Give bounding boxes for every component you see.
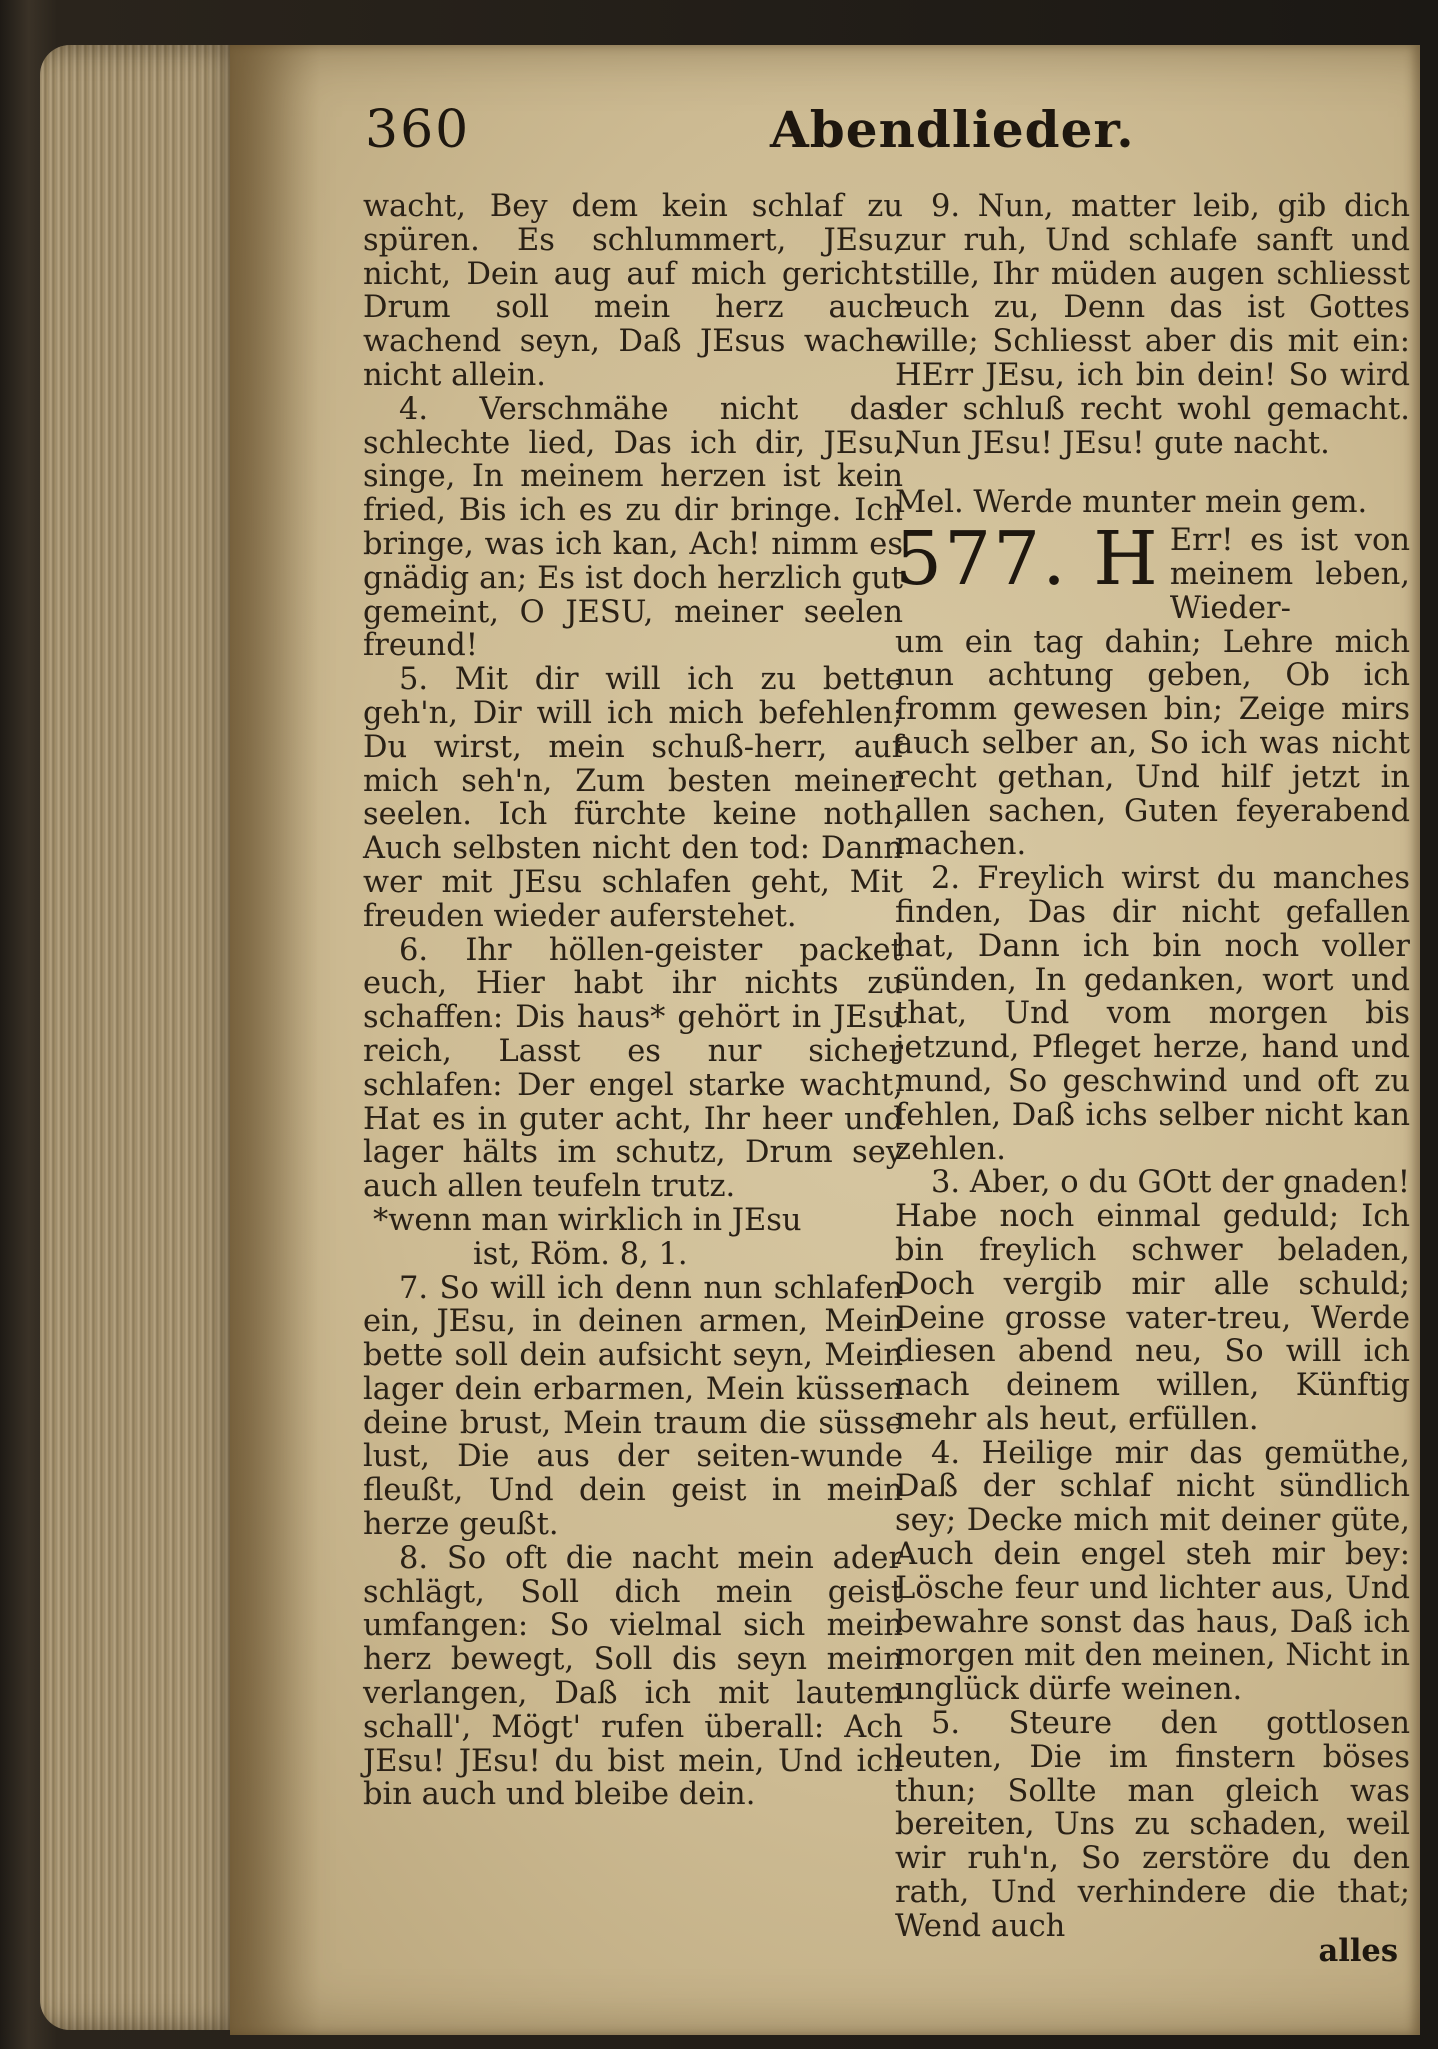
footnote-line-2: ist, Röm. 8, 1. — [473, 1236, 688, 1272]
verse-8: 8. So oft die nacht mein ader schlägt, Soll dich mein geist umfangen: So vielmal sich mein herz bewegt, Soll dis seyn mein verlangen, Daß ich mit lautem schall', Mögt' rufen überall: Ach JEsu! JEsu! du bist mein, Und ich bin auch und bleibe dein. — [363, 1540, 903, 1813]
running-head: Abendlieder. — [770, 100, 1135, 159]
hymn-verse-4: 4. Heilige mir das gemüthe, Daß der schlaf nicht sündlich sey; Decke mich mit deiner güte, Auch dein engel steh mir bey: Lösche feur und lichter aus, Und bewahre sonst das haus, Daß ich morgen mit den meinen, Nicht in unglück dürfe weinen. — [895, 1435, 1410, 1708]
right-column — [895, 190, 1410, 1944]
footnote-line-1: *wenn man wirklich in JEsu — [373, 1202, 802, 1238]
verse-4: 4. Verschmähe nicht das schlechte lied, Das ich dir, JEsu, singe, In meinem herzen ist kein fried, Bis ich es zu dir bringe. Ich bringe, was ich kan, Ach! nimm es gnädig an; Es ist doch herzlich gut gemeint, O JESU, meiner seelen freund! — [363, 391, 903, 664]
hymn-first-line: Err! es ist von meinem leben, Wieder- — [1169, 523, 1410, 626]
hymn-verse-5: 5. Steure den gottlosen leuten, Die im finstern böses thun; Sollte man gleich was bereiten, Uns zu schaden, weil wir ruh'n, So zerstöre du den rath, Und verhindere die that; Wend auch — [895, 1706, 1410, 1944]
verse-continuation: wacht, Bey dem kein schlaf zu spüren. Es schlummert, JEsu, nicht, Dein aug auf mich gericht: Drum soll mein herz auch wachend seyn, Daß JEsus wache nicht allein. — [363, 189, 903, 393]
page-gutter-shadow — [230, 45, 320, 2035]
melody-line: Mel. Werde munter mein gem. — [895, 486, 1368, 521]
hymn-verse-2: 2. Freylich wirst du manches finden, Das dir nicht gefallen hat, Dann ich bin noch voller sünden, In gedanken, wort und that, Und vom morgen bis jetzund, Pfleget herze, hand und mund, So geschwind und oft zu fehlen, Daß ichs selber nicht kan zehlen. — [895, 861, 1410, 1167]
page-number: 360 — [365, 100, 471, 160]
verse-6: 6. Ihr höllen-geister packet euch, Hier habt ihr nichts zu schaffen: Dis haus* gehört in JEsu reich, Lasst es nur sicher schlafen: Der engel starke wacht, Hat es in guter acht, Ihr heer und lager hälts im schutz, Drum sey auch allen teufeln trutz. — [363, 932, 903, 1205]
left-column — [363, 190, 903, 1812]
hymn-number: 577. H — [895, 516, 1160, 603]
book-page — [230, 45, 1420, 2035]
hymn-verse-1: um ein tag dahin; Lehre mich nun achtung geben, Ob ich fromm gewesen bin; Zeige mirs auch selber an, So ich was nicht recht gethan, Und hilf jetzt in allen sachen, Guten feyerabend machen. — [895, 624, 1410, 863]
verse-7: 7. So will ich denn nun schlafen ein, JEsu, in deinen armen, Mein bette soll dein aufsicht seyn, Mein lager dein erbarmen, Mein küssen deine brust, Mein traum die süsse lust, Die aus der seiten-wunde fleußt, Und dein geist in mein herze geußt. — [363, 1270, 903, 1543]
verse-5: 5. Mit dir will ich zu bette geh'n, Dir will ich mich befehlen; Du wirst, mein schuß-herr, auf mich seh'n, Zum besten meiner seelen. Ich fürchte keine noth, Auch selbsten nicht den tod: Dann wer mit JEsu schlafen geht, Mit freuden wieder auferstehet. — [363, 662, 903, 934]
hymn-heading — [895, 516, 1410, 626]
catchword: alles — [1318, 1933, 1398, 1969]
hymn-verse-3: 3. Aber, o du GOtt der gnaden! Habe noch einmal geduld; Ich bin freylich schwer beladen, Doch vergib mir alle schuld; Deine grosse vater-treu, Werde diesen abend neu, So will ich nach deinem willen, Künftig mehr als heut, erfüllen. — [895, 1165, 1410, 1437]
book-page-edges — [40, 45, 250, 2030]
verse-9: 9. Nun, matter leib, gib dich zur ruh, Und schlafe sanft und stille, Ihr müden augen schliesst euch zu, Denn das ist Gottes wille; Schliesst aber dis mit ein: HErr JEsu, ich bin dein! So wird der schluß recht wohl gemacht. Nun JEsu! JEsu! gute nacht. — [895, 189, 1410, 461]
